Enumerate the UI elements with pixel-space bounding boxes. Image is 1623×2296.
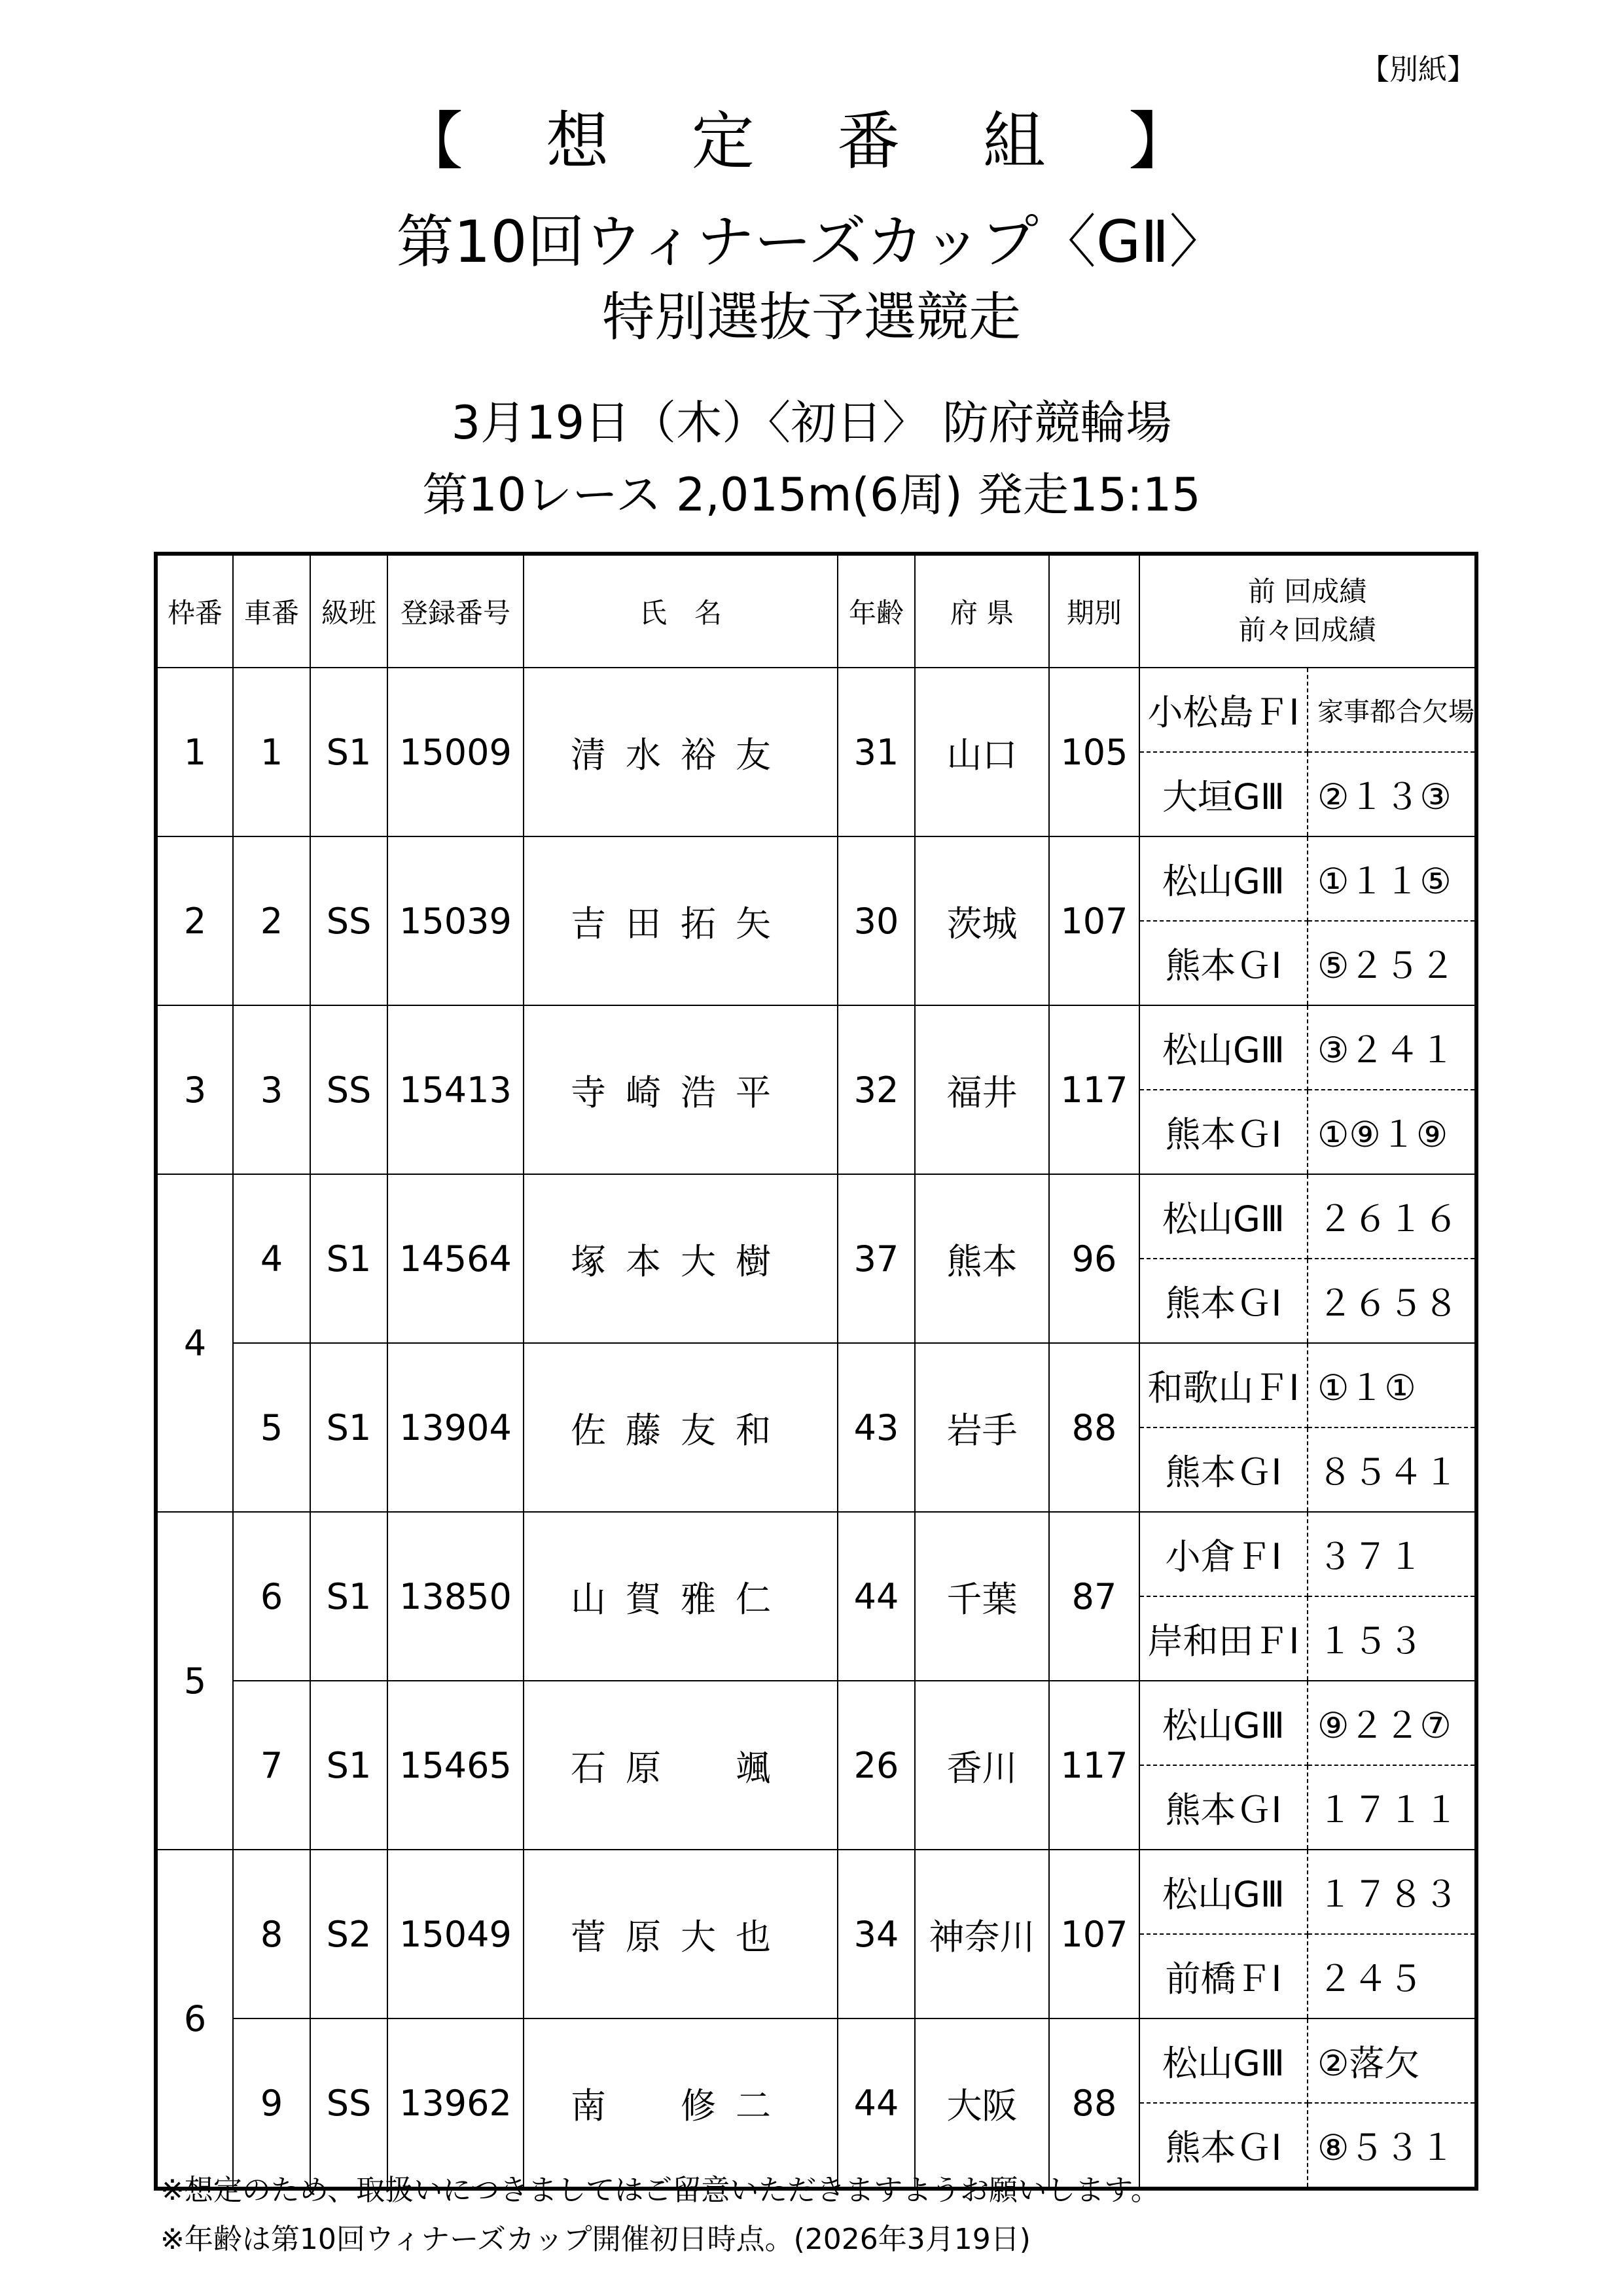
- class-cell: S1: [310, 668, 387, 836]
- term-cell: 105: [1049, 668, 1139, 836]
- reg-cell: 15413: [387, 1005, 524, 1174]
- pref-cell: 茨城: [915, 836, 1049, 1005]
- prev-venue-cell: 和歌山ＦⅠ: [1139, 1343, 1308, 1427]
- term-cell: 88: [1049, 1343, 1139, 1512]
- name-cell: 南 修二: [524, 2018, 838, 2189]
- pref-cell: 山口: [915, 668, 1049, 836]
- car-cell: 4: [233, 1174, 310, 1343]
- prev2-result-cell: １５３: [1308, 1596, 1476, 1681]
- term-cell: 107: [1049, 1850, 1139, 2018]
- name-cell: 菅原大也: [524, 1850, 838, 2018]
- class-cell: S1: [310, 1681, 387, 1850]
- pref-cell: 熊本: [915, 1174, 1049, 1343]
- prev2-venue-cell: 熊本ＧⅠ: [1139, 1427, 1308, 1512]
- prev2-venue-cell: 熊本ＧⅠ: [1139, 2103, 1308, 2189]
- reg-cell: 13904: [387, 1343, 524, 1512]
- prev2-result-cell: ⑤２５２: [1308, 921, 1476, 1005]
- reg-cell: 15009: [387, 668, 524, 836]
- reg-cell: 15039: [387, 836, 524, 1005]
- car-cell: 7: [233, 1681, 310, 1850]
- pref-cell: 岩手: [915, 1343, 1049, 1512]
- name-cell: 清水裕友: [524, 668, 838, 836]
- prev2-venue-cell: 熊本ＧⅠ: [1139, 921, 1308, 1005]
- prev2-result-cell: ①⑨１⑨: [1308, 1090, 1476, 1174]
- header-results: [1139, 554, 1476, 668]
- reg-cell: 14564: [387, 1174, 524, 1343]
- waku-cell: 1: [156, 668, 233, 836]
- prev-venue-cell: 小松島ＦⅠ: [1139, 668, 1308, 752]
- prev-venue-cell: 松山GⅢ: [1139, 1681, 1308, 1765]
- table-row: [156, 1005, 1476, 1090]
- prev2-result-cell: ８５４１: [1308, 1427, 1476, 1512]
- table-row: [156, 836, 1476, 921]
- age-cell: 30: [838, 836, 915, 1005]
- reg-cell: 15049: [387, 1850, 524, 2018]
- car-cell: 2: [233, 836, 310, 1005]
- class-cell: SS: [310, 1005, 387, 1174]
- prev-result-cell: ３７１: [1308, 1512, 1476, 1596]
- car-cell: 3: [233, 1005, 310, 1174]
- header-age: 年齢: [838, 554, 915, 668]
- age-cell: 32: [838, 1005, 915, 1174]
- term-cell: 107: [1049, 836, 1139, 1005]
- table-row: [156, 1512, 1476, 1596]
- header-row: [156, 554, 1476, 668]
- header-waku: 枠番: [156, 554, 233, 668]
- age-cell: 26: [838, 1681, 915, 1850]
- prev-venue-cell: 松山GⅢ: [1139, 836, 1308, 921]
- header-name: 氏 名: [524, 554, 838, 668]
- prev2-result-cell: ②１３③: [1308, 752, 1476, 836]
- attachment-tag: 【別紙】: [1361, 53, 1476, 86]
- header-class: 級班: [310, 554, 387, 668]
- reg-cell: 13850: [387, 1512, 524, 1681]
- class-cell: S1: [310, 1174, 387, 1343]
- term-cell: 117: [1049, 1681, 1139, 1850]
- header-car: 車番: [233, 554, 310, 668]
- class-cell: S1: [310, 1512, 387, 1681]
- prev-result-cell: １７８３: [1308, 1850, 1476, 1934]
- prev-venue-cell: 松山GⅢ: [1139, 1174, 1308, 1259]
- term-cell: 88: [1049, 2018, 1139, 2189]
- prev2-venue-cell: 前橋ＦⅠ: [1139, 1934, 1308, 2018]
- pref-cell: 福井: [915, 1005, 1049, 1174]
- pref-cell: 香川: [915, 1681, 1049, 1850]
- table-row: [156, 1850, 1476, 1934]
- car-cell: 6: [233, 1512, 310, 1681]
- footnote-2: ※年齢は第10回ウィナーズカップ開催初日時点。(2026年3月19日): [160, 2223, 1031, 2256]
- pref-cell: 大阪: [915, 2018, 1049, 2189]
- waku-cell: 3: [156, 1005, 233, 1174]
- prev-venue-cell: 松山GⅢ: [1139, 1005, 1308, 1090]
- term-cell: 87: [1049, 1512, 1139, 1681]
- class-cell: S2: [310, 1850, 387, 2018]
- car-cell: 5: [233, 1343, 310, 1512]
- race-date-venue: 3月19日（木）〈初日〉 防府競輪場: [451, 396, 1172, 450]
- term-cell: 96: [1049, 1174, 1139, 1343]
- prev-venue-cell: 松山GⅢ: [1139, 2018, 1308, 2103]
- document-title: 【 想 定 番 組 】: [400, 105, 1223, 178]
- table-row: [156, 2018, 1476, 2103]
- waku-cell: 5: [156, 1512, 233, 1850]
- prev2-venue-cell: 大垣GⅢ: [1139, 752, 1308, 836]
- name-cell: 石原 颯: [524, 1681, 838, 1850]
- reg-cell: 13962: [387, 2018, 524, 2189]
- waku-cell: 6: [156, 1850, 233, 2189]
- table-row: [156, 1174, 1476, 1259]
- waku-cell: 4: [156, 1174, 233, 1512]
- header-reg: 登録番号: [387, 554, 524, 668]
- car-cell: 9: [233, 2018, 310, 2189]
- prev-result-cell: ①１１⑤: [1308, 836, 1476, 921]
- car-cell: 1: [233, 668, 310, 836]
- footnote-1: ※想定のため、取扱いにつきましてはご留意いただきますようお願いします。: [160, 2174, 1160, 2207]
- age-cell: 37: [838, 1174, 915, 1343]
- prev-venue-cell: 小倉ＦⅠ: [1139, 1512, 1308, 1596]
- age-cell: 44: [838, 1512, 915, 1681]
- header-prev2: 前々回成績: [1238, 614, 1376, 646]
- reg-cell: 15465: [387, 1681, 524, 1850]
- header-pref: 府 県: [915, 554, 1049, 668]
- prev2-result-cell: １７１１: [1308, 1765, 1476, 1850]
- prev2-venue-cell: 熊本ＧⅠ: [1139, 1765, 1308, 1850]
- age-cell: 34: [838, 1850, 915, 2018]
- prev-result-cell: ③２４１: [1308, 1005, 1476, 1090]
- prev2-venue-cell: 岸和田ＦⅠ: [1139, 1596, 1308, 1681]
- term-cell: 117: [1049, 1005, 1139, 1174]
- car-cell: 8: [233, 1850, 310, 2018]
- table-row: [156, 1343, 1476, 1427]
- name-cell: 吉田拓矢: [524, 836, 838, 1005]
- name-cell: 佐藤友和: [524, 1343, 838, 1512]
- age-cell: 31: [838, 668, 915, 836]
- prev-result-cell: ②落欠: [1308, 2018, 1476, 2103]
- name-cell: 寺崎浩平: [524, 1005, 838, 1174]
- race-info: 第10レース 2,015m(6周) 発走15:15: [422, 468, 1201, 522]
- prev2-venue-cell: 熊本ＧⅠ: [1139, 1090, 1308, 1174]
- pref-cell: 千葉: [915, 1512, 1049, 1681]
- prev-result-cell: ２６１６: [1308, 1174, 1476, 1259]
- age-cell: 43: [838, 1343, 915, 1512]
- waku-cell: 2: [156, 836, 233, 1005]
- class-cell: SS: [310, 836, 387, 1005]
- header-prev: 前 回成績: [1247, 575, 1367, 608]
- age-cell: 44: [838, 2018, 915, 2189]
- pref-cell: 神奈川: [915, 1850, 1049, 2018]
- prev-venue-cell: 松山GⅢ: [1139, 1850, 1308, 1934]
- name-cell: 塚本大樹: [524, 1174, 838, 1343]
- prev-result-cell: 家事都合欠場: [1308, 668, 1476, 752]
- prev2-result-cell: ２４５: [1308, 1934, 1476, 2018]
- class-cell: S1: [310, 1343, 387, 1512]
- name-cell: 山賀雅仁: [524, 1512, 838, 1681]
- race-name: 第10回ウィナーズカップ〈GⅡ〉: [396, 208, 1227, 276]
- prev2-result-cell: ⑧５３１: [1308, 2103, 1476, 2189]
- table-row: [156, 668, 1476, 752]
- class-cell: SS: [310, 2018, 387, 2189]
- table-row: [156, 1681, 1476, 1765]
- prev-result-cell: ⑨２２⑦: [1308, 1681, 1476, 1765]
- race-subtitle: 特別選抜予選競走: [602, 287, 1021, 348]
- header-term: 期別: [1049, 554, 1139, 668]
- entry-table: [154, 552, 1478, 2191]
- prev2-result-cell: ２６５８: [1308, 1259, 1476, 1343]
- prev-result-cell: ①１①: [1308, 1343, 1476, 1427]
- prev2-venue-cell: 熊本ＧⅠ: [1139, 1259, 1308, 1343]
